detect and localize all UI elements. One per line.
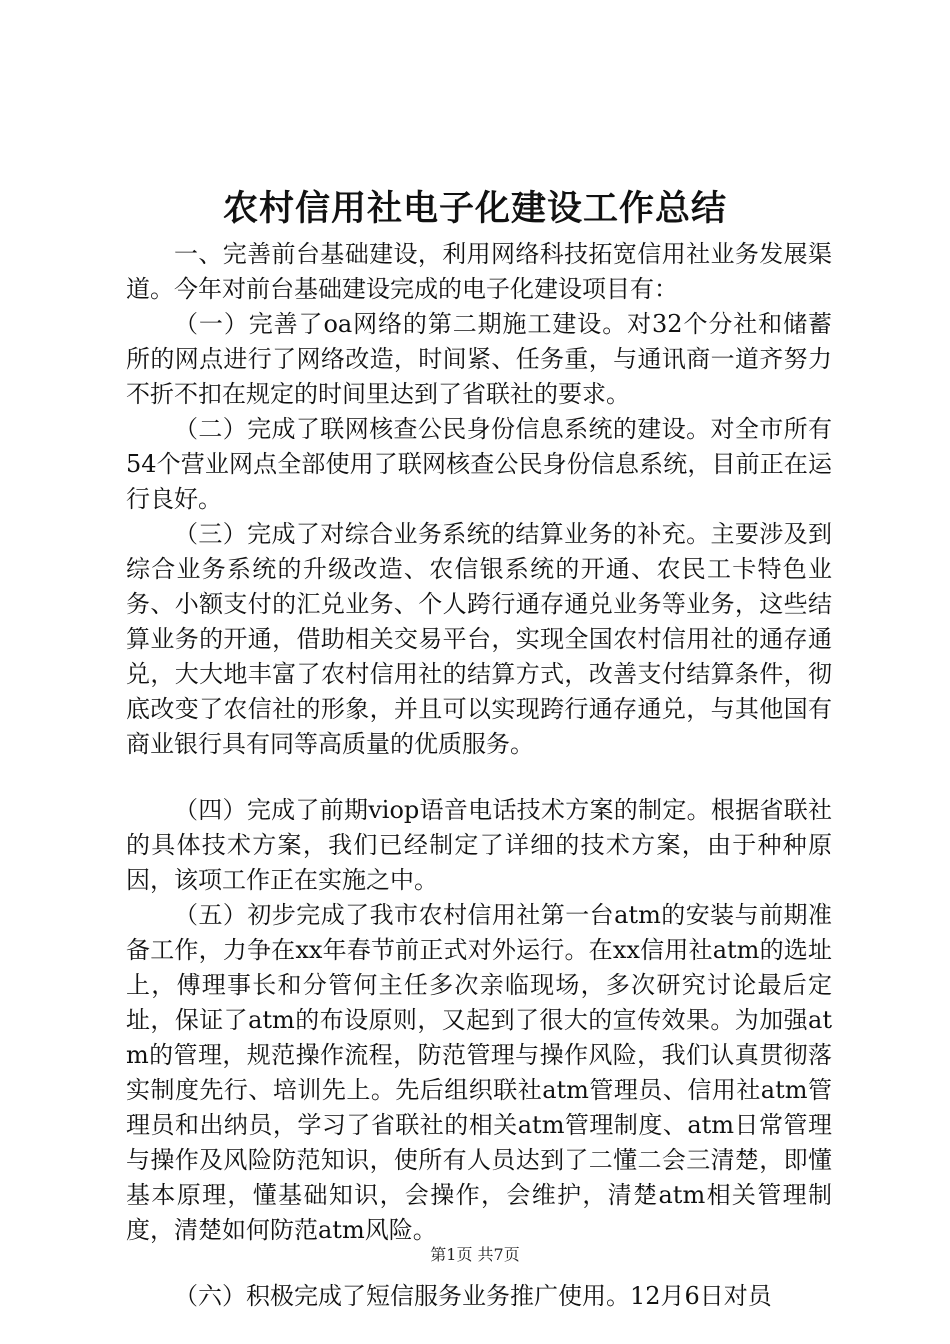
paragraph-item-2: （二）完成了联网核查公民身份信息系统的建设。对全市所有54个营业网点全部使用了联网核查公民身份信息系统，目前正在运行良好。 bbox=[126, 415, 832, 513]
paragraph-item-3: （三）完成了对综合业务系统的结算业务的补充。主要涉及到综合业务系统的升级改造、农信银系统的开通、农民工卡特色业务、小额支付的汇兑业务、个人跨行通存通兑业务等业务，这些结算业务的开通，借助相关交易平台，实现全国农村信用社的通存通兑，大大地丰富了农村信用社的结算方式，改善支付结算条件，彻底改变了农信社的形象，并且可以实现跨行通存通兑，与其他国有商业银行具有同等高质量的优质服务。 bbox=[126, 520, 832, 758]
page-footer: 第1页 共7页 bbox=[430, 1245, 520, 1264]
page-title: 农村信用社电子化建设工作总结 bbox=[222, 188, 727, 229]
paragraph-item-4: （四）完成了前期viop语音电话技术方案的制定。根据省联社的具体技术方案，我们已经制定了详细的技术方案，由于种种原因，该项工作正在实施之中。 bbox=[126, 796, 832, 894]
paragraph-item-6: （六）积极完成了短信服务业务推广使用。12月6日对员 bbox=[174, 1282, 772, 1310]
paragraph-intro: 一、完善前台基础建设，利用网络科技拓宽信用社业务发展渠道。今年对前台基础建设完成的电子化建设项目有： bbox=[126, 240, 832, 303]
paragraph-item-5: （五）初步完成了我市农村信用社第一台atm的安装与前期准备工作，力争在xx年春节前正式对外运行。在xx信用社atm的选址上，傅理事长和分管何主任多次亲临现场，多次研究讨论最后定址，保证了atm的布设原则，又起到了很大的宣传效果。为加强atm的管理，规范操作流程，防范管理与操作风险，我们认真贯彻落实制度先行、培训先上。先后组织联社atm管理员、信用社atm管理员和出纳员，学习了省联社的相关atm管理制度、atm日常管理与操作及风险防范知识，使所有人员达到了二懂二会三清楚，即懂基本原理，懂基础知识，会操作，会维护，清楚atm相关管理制度，清楚如何防范atm风险。 bbox=[126, 901, 832, 1244]
document-body bbox=[126, 237, 832, 1314]
paragraph-item-1: （一）完善了oa网络的第二期施工建设。对32个分社和储蓄所的网点进行了网络改造，时间紧、任务重，与通讯商一道齐努力不折不扣在规定的时间里达到了省联社的要求。 bbox=[126, 310, 832, 408]
